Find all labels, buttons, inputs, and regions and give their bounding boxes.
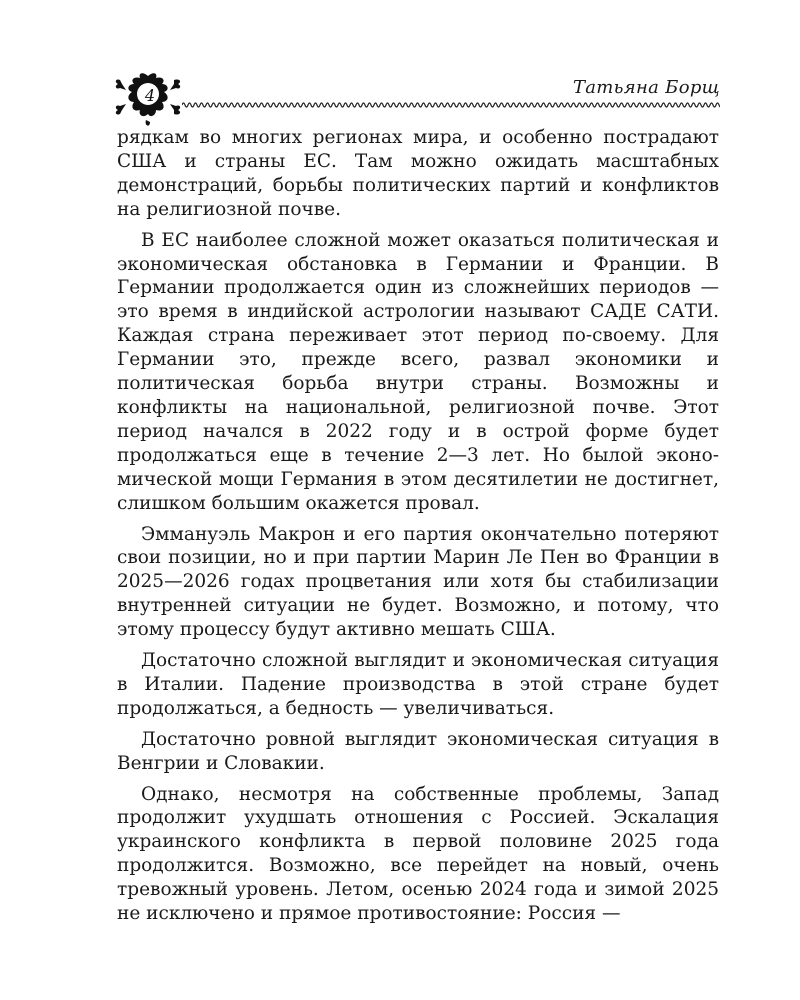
- paragraph-6: Однако, несмотря на собственные проблемы, Запад продолжит ухудшать отношения с Россией. Эскалация украинского конфликта в первой половине 2025 года продолжится. Возможно, все перейдет на новый, очень тревожный уровень. Летом, осенью 2024 года и зимой 2025 не исключено и прямое противостояние: Россия —: [117, 783, 719, 925]
- author-name: Татьяна Борщ: [572, 77, 720, 98]
- body-text: [117, 126, 719, 933]
- page-number: 4: [144, 86, 156, 105]
- paragraph-1: рядкам во многих регионах мира, и особенно пострадают США и страны ЕС. Там можно ожидать масштабных демонстраций, борьбы политических партий и конфликтов на религиозной почве.: [117, 127, 719, 220]
- page-header: [112, 70, 720, 130]
- wavy-divider: [182, 100, 720, 110]
- paragraph-4: Достаточно сложной выглядит и экономическая ситуация в Италии. Падение производства в этой стране будет продолжаться, а бедность — увеличиваться.: [117, 650, 719, 719]
- paragraph-2: В ЕС наиболее сложной может оказаться политическая и экономическая обстановка в Германии и Франции. В Германии продолжается один из сложнейших периодов — это время в индийской астрологии называют САДЕ САТИ. Каждая страна переживает этот период по-своему. Для Германии это, прежде всего, развал экономики и политическая борьба внутри страны. Возможны и конфликты на национальной, религиозной почве. Этот период начался в 2022 году и в острой форме будет продолжаться еще в течение 2—3 лет. Но былой экономической мощи Германия в этом десятилетии не достигнет, слишком большим окажется провал.: [117, 229, 719, 514]
- paragraph-3: Эммануэль Макрон и его партия окончательно потеряют свои позиции, но и при партии Марин Ле Пен во Франции в 2025—2026 годах процветания или хотя бы стабилизации внутренней ситуации не будет. Возможно, и потому, что этому процессу будут активно мешать США.: [117, 523, 719, 641]
- paragraph-5: Достаточно ровной выглядит экономическая ситуация в Венгрии и Словакии.: [117, 728, 719, 774]
